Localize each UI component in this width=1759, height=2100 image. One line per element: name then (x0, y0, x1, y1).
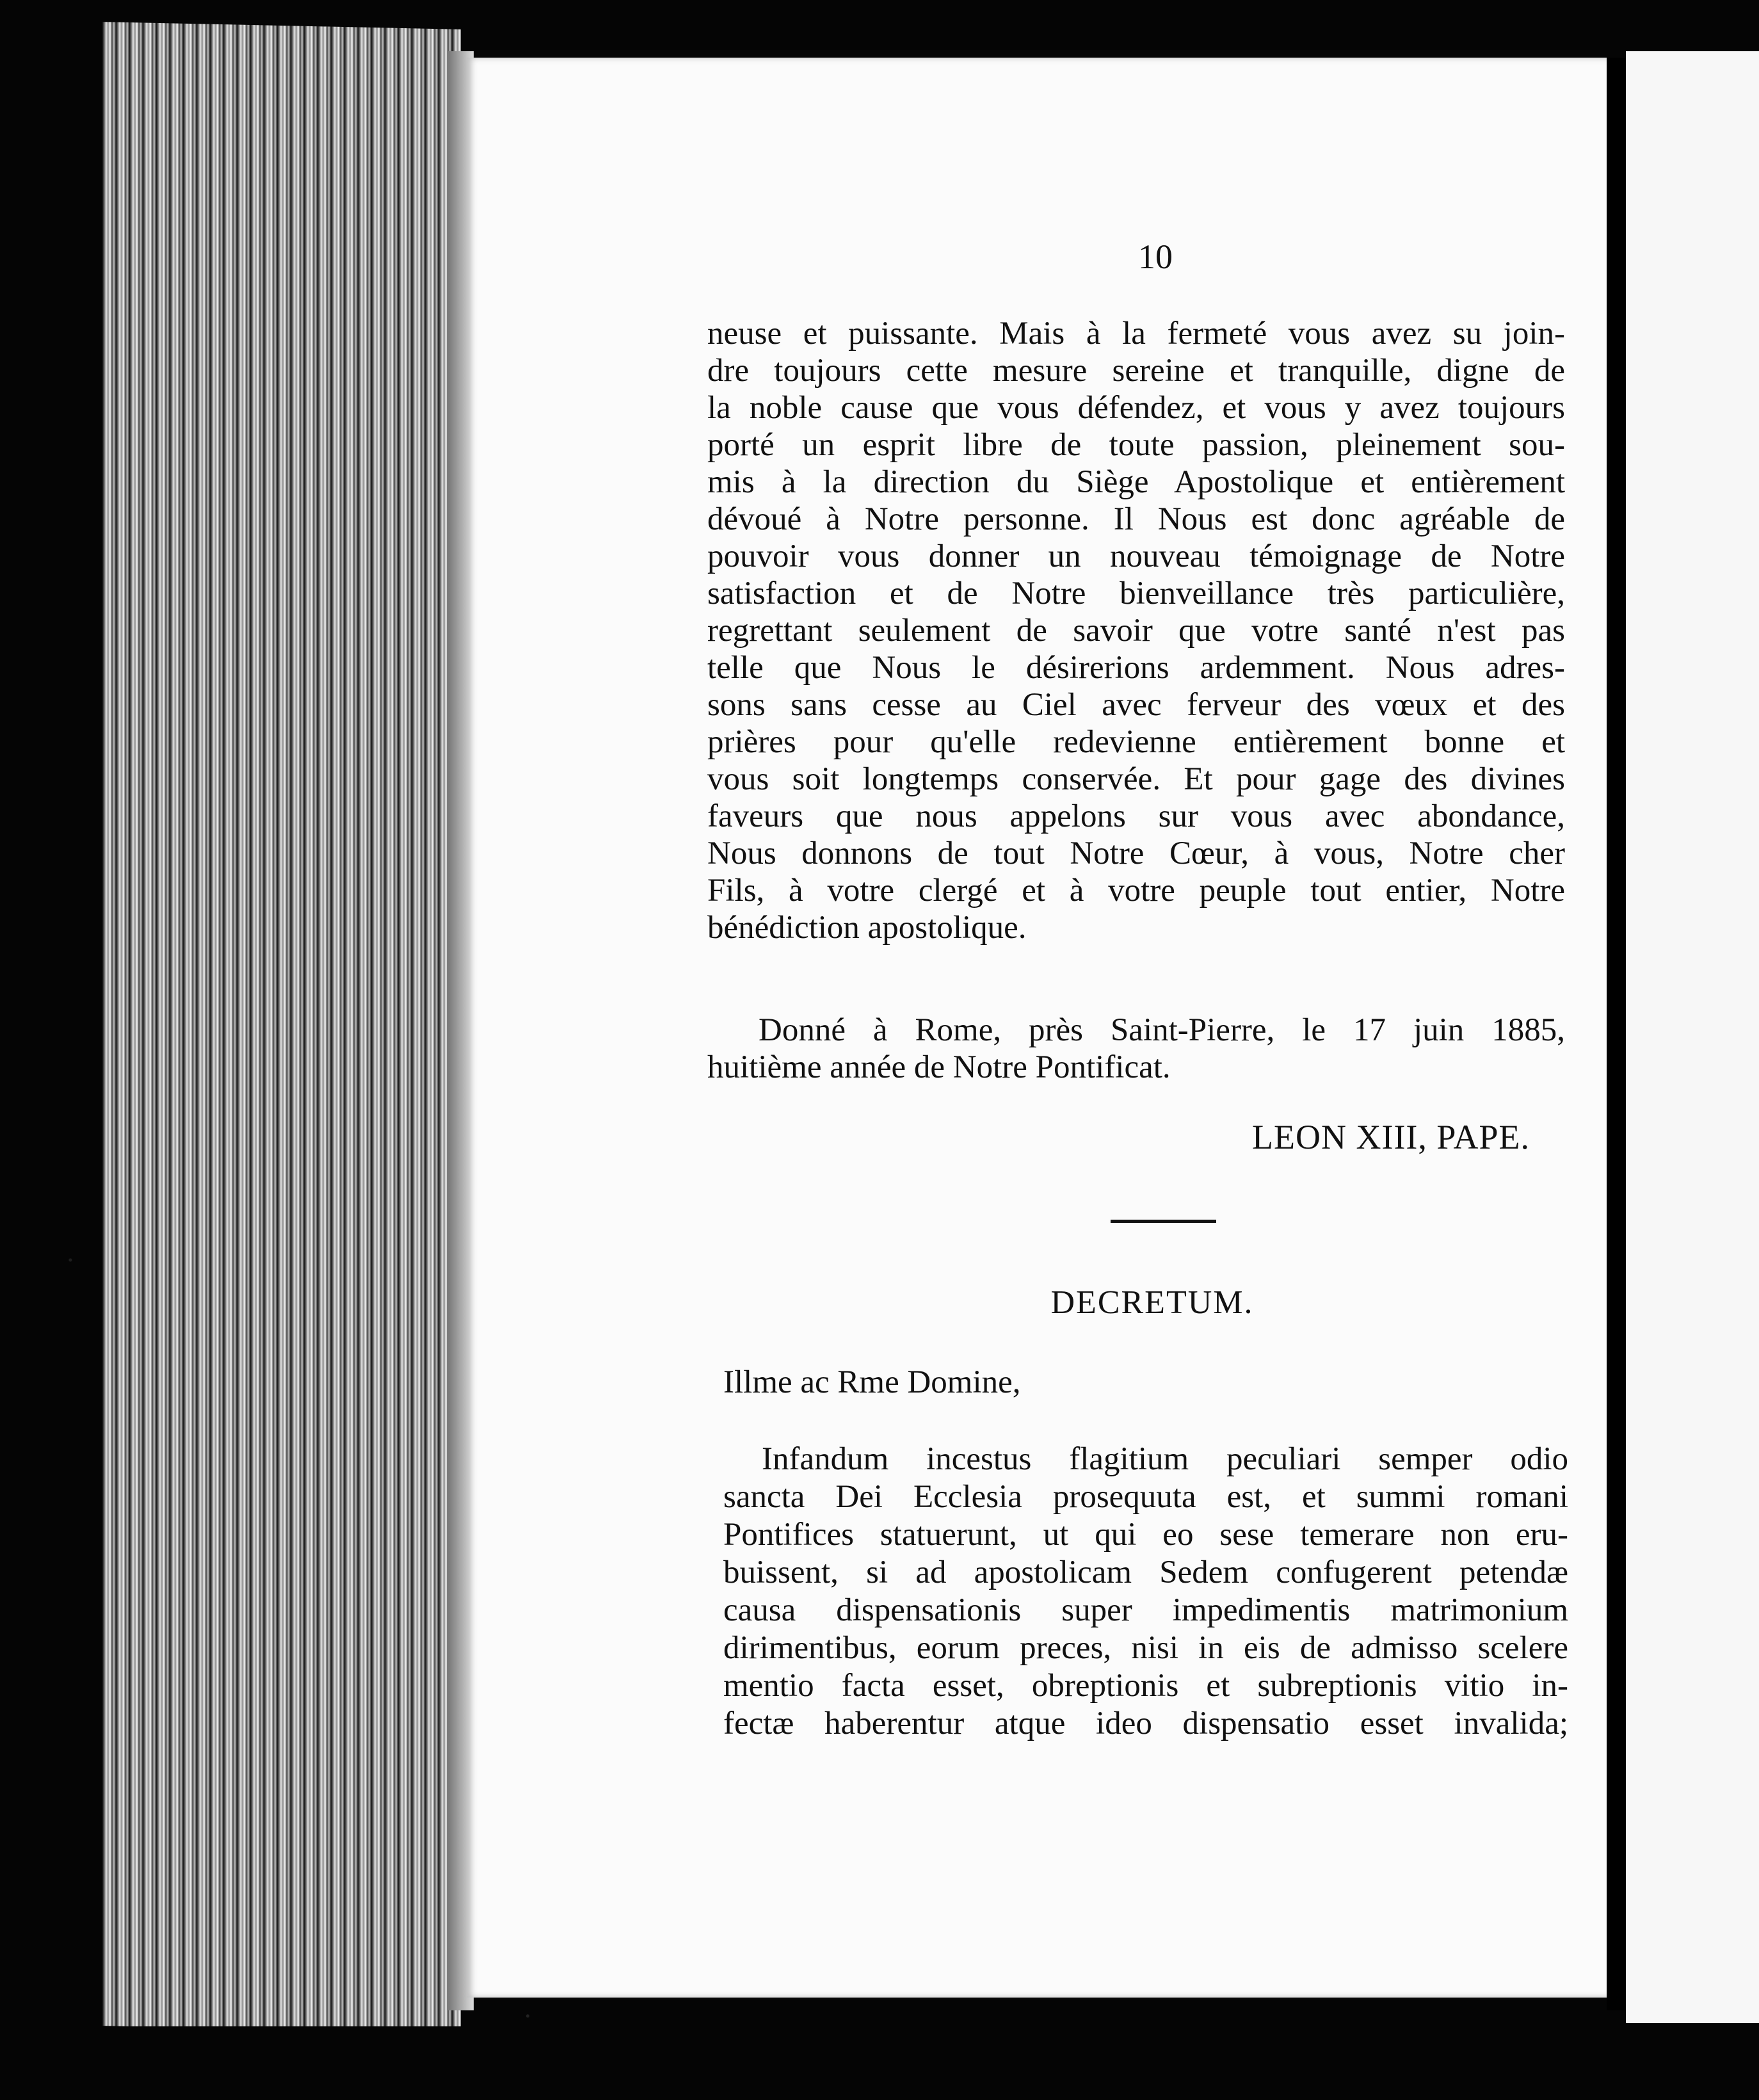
dated-closing (707, 1012, 1565, 1086)
letter-line: telle que Nous le désirerions ardemment. Nous adres- (707, 650, 1565, 686)
letter-line: pouvoir vous donner un nouveau témoignage de Notre (707, 538, 1565, 574)
dated-line: huitième année de Notre Pontificat. (707, 1049, 1171, 1085)
book-binding (1607, 58, 1627, 2010)
letter-line: dre toujours cette mesure sereine et tranquille, digne de (707, 353, 1565, 389)
decretum-line: Infandum incestus flagitium peculiari semper odio (762, 1441, 1568, 1477)
decretum-salutation: Illme ac Rme Domine, (723, 1364, 1021, 1400)
decretum-body (723, 1441, 1568, 1743)
next-page (1626, 51, 1759, 2023)
letter-line: vous soit longtemps conservée. Et pour gage des divines (707, 761, 1565, 797)
decretum-line: mentio facta esset, obreptionis et subreptionis vitio in- (723, 1668, 1568, 1704)
section-divider (1111, 1220, 1216, 1223)
decretum-title: DECRETUM. (1050, 1284, 1254, 1321)
letter-body (707, 315, 1565, 946)
letter-line: mis à la direction du Siège Apostolique et entièrement (707, 464, 1565, 500)
scan-bottom-edge (0, 2026, 1759, 2100)
decretum-line: fectæ haberentur atque ideo dispensatio esset invalida; (723, 1706, 1568, 1741)
letter-line: sons sans cesse au Ciel avec ferveur des vœux et des (707, 687, 1565, 723)
letter-line: Fils, à votre clergé et à votre peuple tout entier, Notre (707, 873, 1565, 909)
page-number: 10 (1138, 238, 1173, 276)
decretum-line: sancta Dei Ecclesia prosequuta est, et summi romani (723, 1479, 1568, 1515)
letter-line: bénédiction apostolique. (707, 910, 1027, 946)
letter-line: la noble cause que vous défendez, et vous y avez toujours (707, 390, 1565, 426)
letter-line: dévoué à Notre personne. Il Nous est donc agréable de (707, 501, 1565, 537)
decretum-line: Pontifices statuerunt, ut qui eo sese temerare non eru- (723, 1517, 1568, 1553)
decretum-line: dirimentibus, eorum preces, nisi in eis de admisso scelere (723, 1630, 1568, 1666)
signature: LEON XIII, PAPE. (1252, 1118, 1530, 1156)
letter-line: Nous donnons de tout Notre Cœur, à vous, Notre cher (707, 836, 1565, 871)
decretum-line: causa dispensationis super impedimentis matrimonium (723, 1592, 1568, 1628)
letter-line: neuse et puissante. Mais à la fermeté vous avez su join- (707, 316, 1565, 351)
letter-line: faveurs que nous appelons sur vous avec abondance, (707, 798, 1565, 834)
decretum-line: buissent, si ad apostolicam Sedem confugerent petendæ (723, 1555, 1568, 1590)
letter-line: prières pour qu'elle redevienne entièrement bonne et (707, 724, 1565, 760)
dated-line: Donné à Rome, près Saint-Pierre, le 17 juin 1885, (759, 1012, 1565, 1048)
letter-line: porté un esprit libre de toute passion, pleinement sou- (707, 427, 1565, 463)
letter-line: regrettant seulement de savoir que votre santé n'est pas (707, 613, 1565, 649)
letter-line: satisfaction et de Notre bienveillance très particulière, (707, 576, 1565, 611)
book-page-edges (102, 22, 461, 2033)
